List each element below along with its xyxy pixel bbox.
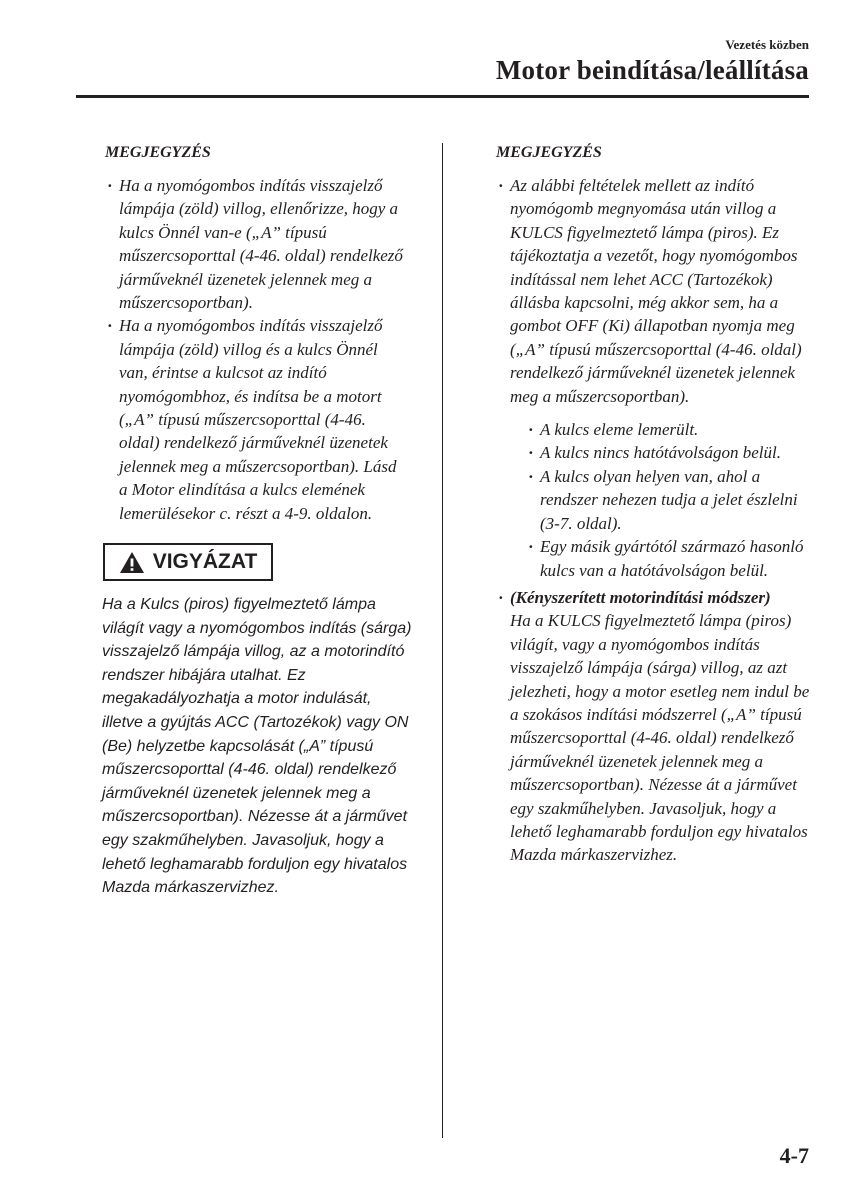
sub-list-item: · A kulcs nincs hatótávolságon belül.: [526, 441, 816, 464]
note-list: [496, 174, 816, 867]
warning-text: Ha a Kulcs (piros) figyelmeztető lámpa világít vagy a nyomógombos indítás (sárga) visszajelző lámpája villog, az a motorindító rendszer hibájára utalhat. Ez megakadályozhatja a motor indulását, illetve a gyújtás ACC (Tartozékok) vagy ON (Be) helyzetbe kapcsolását („A” típusú műszercsoporttal (4-46. oldal) rendelkező járműveknél üzenetek jelennek meg a műszercsoportban). Nézesse át a járművet egy szakműhelyben. Javasoljuk, hogy a lehető leghamarabb forduljon egy hivatalos Mazda márkaszervizhez.: [102, 596, 412, 897]
list-item-heading: · (Kényszerített motorindítási módszer): [510, 587, 771, 607]
list-item-text: Az alábbi feltételek mellett az indító nyomógomb megnyomása után villog a KULCS figyelmeztető lámpa (piros). Ez tájékoztatja a vezetőt, hogy nyomógombos indítással nem lehet ACC (Tartozékok) állásba kapcsolni, még akkor sem, ha a gombot OFF (Ki) állapotban nyomja meg („A” típusú műszercsoporttal (4-46. oldal) rendelkező járműveknél üzenetek jelennek meg a műszercsoportban).: [510, 176, 802, 406]
page-title: Motor beindítása/leállítása: [495, 55, 809, 85]
sub-list: [510, 418, 816, 582]
warning-triangle-icon: [119, 551, 145, 574]
note-list: [105, 174, 405, 525]
sub-list-item: · A kulcs olyan helyen van, ahol a rendszer nehezen tudja a jelet észlelni (3-7. oldal).: [526, 465, 816, 535]
column-divider: [442, 143, 443, 1138]
note-heading: MEGJEGYZÉS: [496, 144, 602, 161]
section-label: Vezetés közben: [725, 37, 809, 52]
sub-list-item: · A kulcs eleme lemerült.: [526, 418, 816, 441]
list-item: [496, 174, 816, 582]
note-heading: MEGJEGYZÉS: [105, 144, 211, 161]
warning-label: VIGYÁZAT: [152, 550, 258, 574]
warning-box: [103, 543, 273, 581]
list-item: [496, 586, 816, 867]
list-item: · Ha a nyomógombos indítás visszajelző lámpája (zöld) villog és a kulcs Önnél van, érintse a kulcsot az indító nyomógombhoz, és indítsa be a motort („A” típusú műszercsoporttal (4-46. oldal) rendelkező járműveknél üzenetek jelennek meg a műszercsoportban). Lásd a Motor elindítása a kulcs elemének lemerülésekor c. részt a 4-9. oldalon.: [105, 314, 405, 525]
left-column: [102, 142, 412, 900]
list-item: · Ha a nyomógombos indítás visszajelző lámpája (zöld) villog, ellenőrizze, hogy a kulcs Önnél van-e („A” típusú műszercsoporttal (4-46. oldal) rendelkező járműveknél üzenetek jelennek meg a műszercsoportban).: [105, 174, 405, 314]
list-item-text: Ha a KULCS figyelmeztető lámpa (piros) világít, vagy a nyomógombos indítás visszajelző lámpája (sárga) villog, az azt jelezheti, hogy a motor esetleg nem indul be a szokásos indítási módszerrel („A” típusú műszercsoporttal (4-46. oldal) rendelkező járműveknél üzenetek jelennek meg a műszercsoportban). Nézesse át a járművet egy szakműhelyben. Javasoljuk, hogy a lehető leghamarabb forduljon egy hivatalos Mazda márkaszervizhez.: [510, 611, 810, 865]
header-rule: [76, 95, 809, 98]
sub-list-item: · Egy másik gyártótól származó hasonló kulcs van a hatótávolságon belül.: [526, 535, 816, 582]
page-number: 4-7: [779, 1143, 809, 1168]
right-column: [496, 142, 816, 867]
